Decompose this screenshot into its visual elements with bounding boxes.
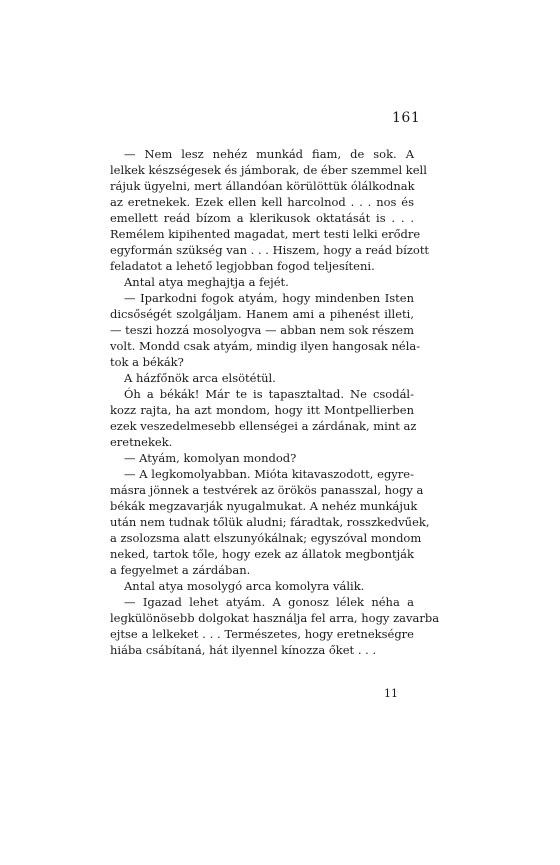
text-line: volt. Mondd csak atyám, mindig ilyen hangosak néla- — [110, 339, 421, 353]
text-line: rájuk ügyelni, mert állandóan körülöttük ólálkodnak — [110, 179, 415, 193]
text-line: Óh a békák! Már te is tapasztaltad. Ne csodál- — [124, 387, 414, 401]
text-line: — Nem lesz nehéz munkád fiam, de sok. A — [124, 147, 414, 161]
text-line: neked, tartok tőle, hogy ezek az állatok megbontják — [110, 547, 414, 561]
text-line: feladatot a lehető legjobban fogod teljesíteni. — [110, 259, 375, 273]
text-line: az eretnekek. Ezek ellen kell harcolnod . . . nos és — [110, 195, 414, 209]
text-line: hiába csábítaná, hát ilyennel kínozza őket . . . — [110, 643, 377, 657]
text-line: dicsőségét szolgáljam. Hanem ami a pihenést illeti, — [110, 307, 414, 321]
text-line: eretnekek. — [110, 435, 173, 449]
text-line: emellett reád bízom a klerikusok oktatását is . . . — [110, 211, 414, 225]
text-line: lelkek készségesek és jámborak, de éber szemmel kell — [110, 163, 427, 177]
text-line: a zsolozsma alatt elszunyókálnak; egyszóval mondom — [110, 531, 422, 545]
text-line: — Igazad lehet atyám. A gonosz lélek néha a — [124, 595, 414, 609]
text-line: másra jönnek a testvérek az örökös panasszal, hogy a — [110, 483, 424, 497]
text-line: Remélem kipihented magadat, mert testi lelki erődre — [110, 227, 421, 241]
page-number: 161 — [392, 110, 421, 126]
text-line: ezek veszedelmesebb ellenségei a zárdának, mint az — [110, 419, 417, 433]
signature-mark: 11 — [384, 687, 398, 700]
text-line: kozz rajta, ha azt mondom, hogy itt Montpellierben — [110, 403, 414, 417]
text-line: után nem tudnak tőlük aludni; fáradtak, rosszkedvűek, — [110, 515, 430, 529]
text-line: A házfőnök arca elsötétül. — [124, 371, 276, 385]
text-line: békák megzavarják nyugalmukat. A nehéz munkájuk — [110, 499, 418, 513]
body-text — [110, 146, 440, 658]
text-line: Antal atya mosolygó arca komolyra válik. — [124, 579, 365, 593]
text-line: legkülönösebb dolgokat használja fel arra, hogy zavarba — [110, 611, 440, 625]
text-line: — A legkomolyabban. Mióta kitavaszodott, egyre- — [124, 467, 414, 481]
text-line: tok a békák? — [110, 355, 184, 369]
text-line: — Iparkodni fogok atyám, hogy mindenben Isten — [124, 291, 414, 305]
text-line: egyformán szükség van . . . Hiszem, hogy a reád bízott — [110, 243, 430, 257]
text-line: ejtse a lelkeket . . . Természetes, hogy eretnekségre — [110, 627, 414, 641]
text-line: a fegyelmet a zárdában. — [110, 563, 251, 577]
text-line: — teszi hozzá mosolyogva — abban nem sok részem — [110, 323, 414, 337]
text-line: — Atyám, komolyan mondod? — [124, 451, 297, 465]
text-line: Antal atya meghajtja a fejét. — [124, 275, 289, 289]
